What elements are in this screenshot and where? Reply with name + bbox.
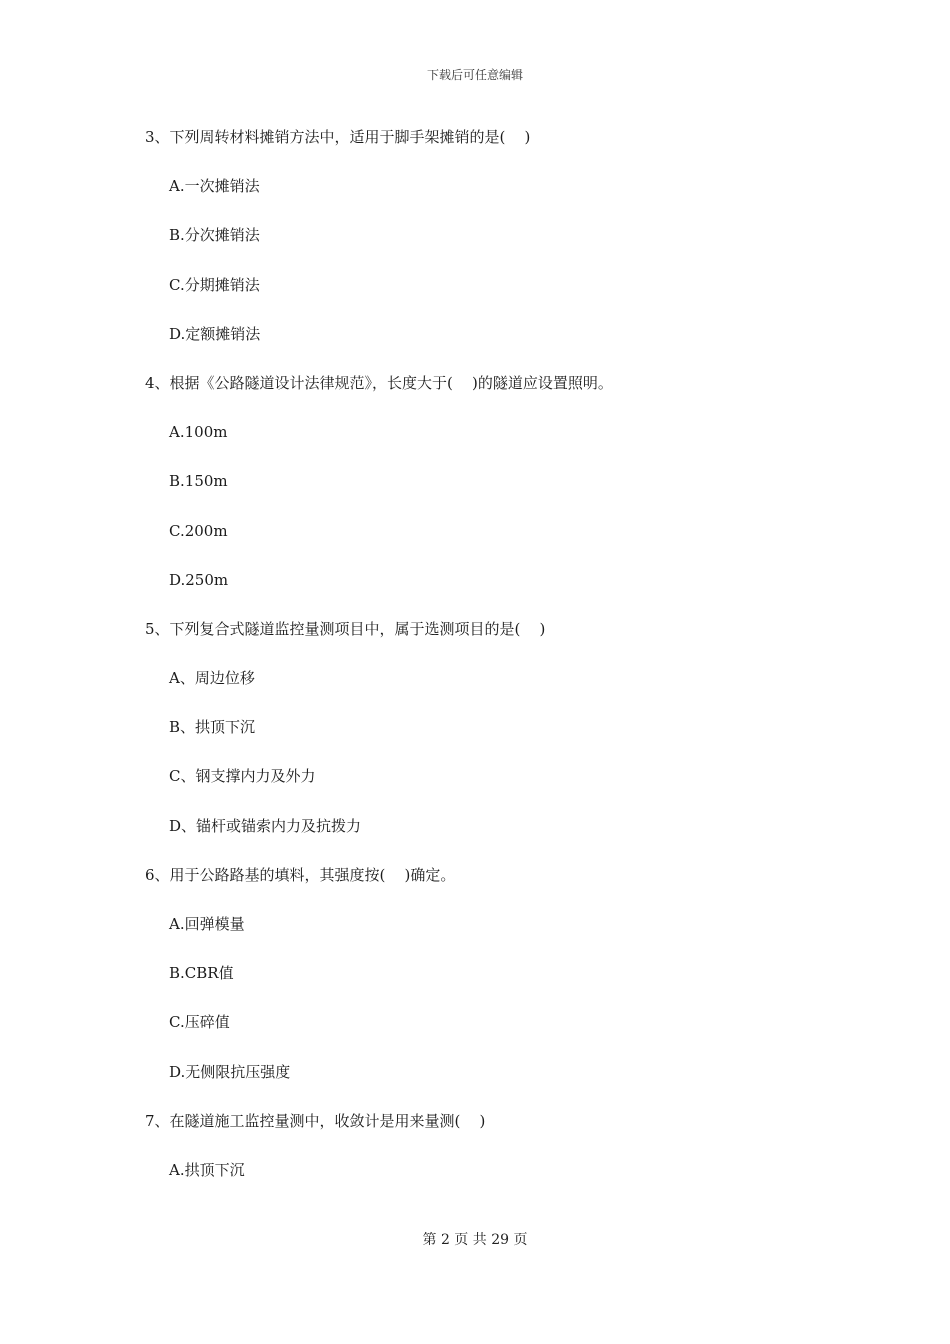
answer-option: D.250m [169, 570, 229, 589]
answer-option: A.一次摊销法 [169, 177, 260, 196]
question-stem: 7、在隧道施工监控量测中，收敛计是用来量测( ) [145, 1111, 486, 1130]
question-stem: 5、下列复合式隧道监控量测项目中，属于选测项目的是( ) [145, 619, 546, 638]
question-list [145, 126, 845, 1208]
answer-option: B.CBR值 [169, 964, 234, 983]
answer-option: B.150m [169, 472, 228, 491]
question-stem: 6、用于公路路基的填料，其强度按( )确定。 [145, 865, 456, 884]
answer-option: A.回弹模量 [169, 915, 245, 933]
question-stem: 4、根据《公路隧道设计法律规范》，长度大于( )的隧道应设置照明。 [145, 373, 613, 392]
answer-option: C.压碎值 [169, 1013, 230, 1032]
answer-option: D.无侧限抗压强度 [169, 1062, 291, 1081]
answer-option: A.拱顶下沉 [169, 1160, 245, 1179]
page-header: 下载后可任意编辑 [426, 68, 523, 82]
answer-option: D、锚杆或锚索内力及抗拨力 [169, 816, 362, 835]
answer-option: C.200m [169, 521, 228, 540]
answer-option: D.定额摊销法 [169, 324, 261, 343]
answer-option: B.分次摊销法 [169, 226, 260, 245]
answer-option: B、拱顶下沉 [169, 718, 256, 737]
answer-option: A.100m [169, 423, 228, 442]
answer-option: C、钢支撑内力及外力 [169, 767, 316, 786]
answer-option: A、周边位移 [169, 669, 255, 688]
page-number: 第 2 页 共 29 页 [422, 1232, 528, 1248]
question-stem: 3、下列周转材料摊销方法中，适用于脚手架摊销的是( ) [145, 128, 531, 146]
answer-option: C.分期摊销法 [169, 275, 260, 294]
